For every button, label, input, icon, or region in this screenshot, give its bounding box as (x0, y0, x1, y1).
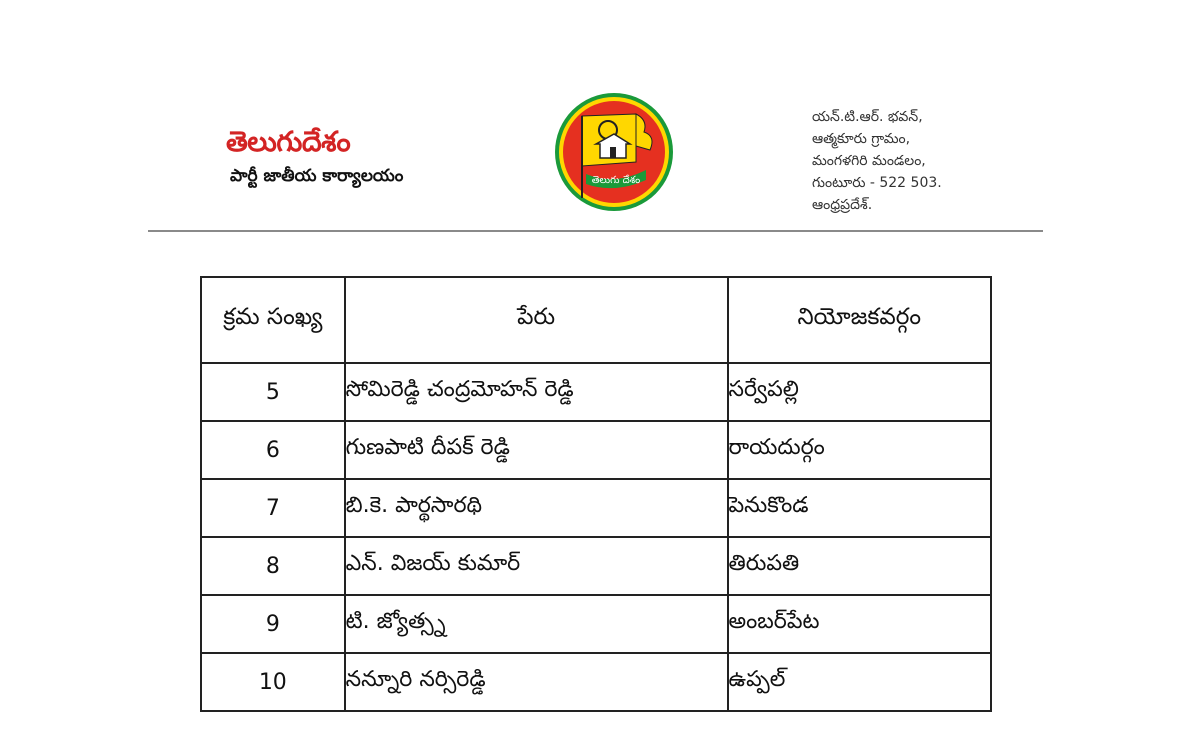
header-divider (148, 230, 1043, 232)
name-cell: ఎన్. విజయ్ కుమార్ (345, 537, 728, 595)
constituency-cell: రాయదుర్గం (728, 421, 991, 479)
address-line: ఆంధ్రప్రదేశ్. (812, 197, 873, 213)
constituency-cell: అంబర్‌పేట (728, 595, 991, 653)
serial-cell: 8 (201, 537, 345, 595)
serial-cell: 7 (201, 479, 345, 537)
constituency-cell: తిరుపతి (728, 537, 991, 595)
name-cell: గుణపాటి దీపక్ రెడ్డి (345, 421, 728, 479)
name-cell: నన్నూరి నర్సిరెడ్డి (345, 653, 728, 711)
address-line: మంగళగిరి మండలం, (812, 153, 926, 169)
name-cell: టి. జ్యోత్స్న (345, 595, 728, 653)
table-row (201, 479, 991, 537)
table-row (201, 363, 991, 421)
table-row (201, 595, 991, 653)
logo-text: తెలుగు దేశం (591, 175, 641, 186)
table-header-row (201, 277, 991, 363)
serial-cell: 10 (201, 653, 345, 711)
serial-cell: 5 (201, 363, 345, 421)
address-line: యన్.టి.ఆర్. భవన్, (812, 109, 923, 125)
table-row (201, 421, 991, 479)
constituency-cell: సర్వేపల్లి (728, 363, 991, 421)
header-constituency: నియోజకవర్గం (728, 277, 991, 363)
serial-cell: 6 (201, 421, 345, 479)
candidates-table (200, 276, 992, 712)
table-row (201, 537, 991, 595)
address-line: ఆత్మకూరు గ్రామం, (812, 131, 911, 147)
serial-cell: 9 (201, 595, 345, 653)
party-logo (552, 90, 676, 214)
letterhead-title-block (226, 122, 403, 190)
party-office: పార్టీ జాతీయ కార్యాలయం (230, 166, 404, 186)
name-cell: సోమిరెడ్డి చంద్రమోహన్ రెడ్డి (345, 363, 728, 421)
header-serial: క్రమ సంఖ్య (201, 277, 345, 363)
address-line: గుంటూరు - 522 503. (812, 175, 942, 191)
office-address (812, 106, 942, 216)
table-row (201, 653, 991, 711)
header-name: పేరు (345, 277, 728, 363)
party-name: తెలుగుదేశం (226, 125, 351, 158)
name-cell: బి.కె. పార్థసారథి (345, 479, 728, 537)
constituency-cell: పెనుకొండ (728, 479, 991, 537)
constituency-cell: ఉప్పల్ (728, 653, 991, 711)
